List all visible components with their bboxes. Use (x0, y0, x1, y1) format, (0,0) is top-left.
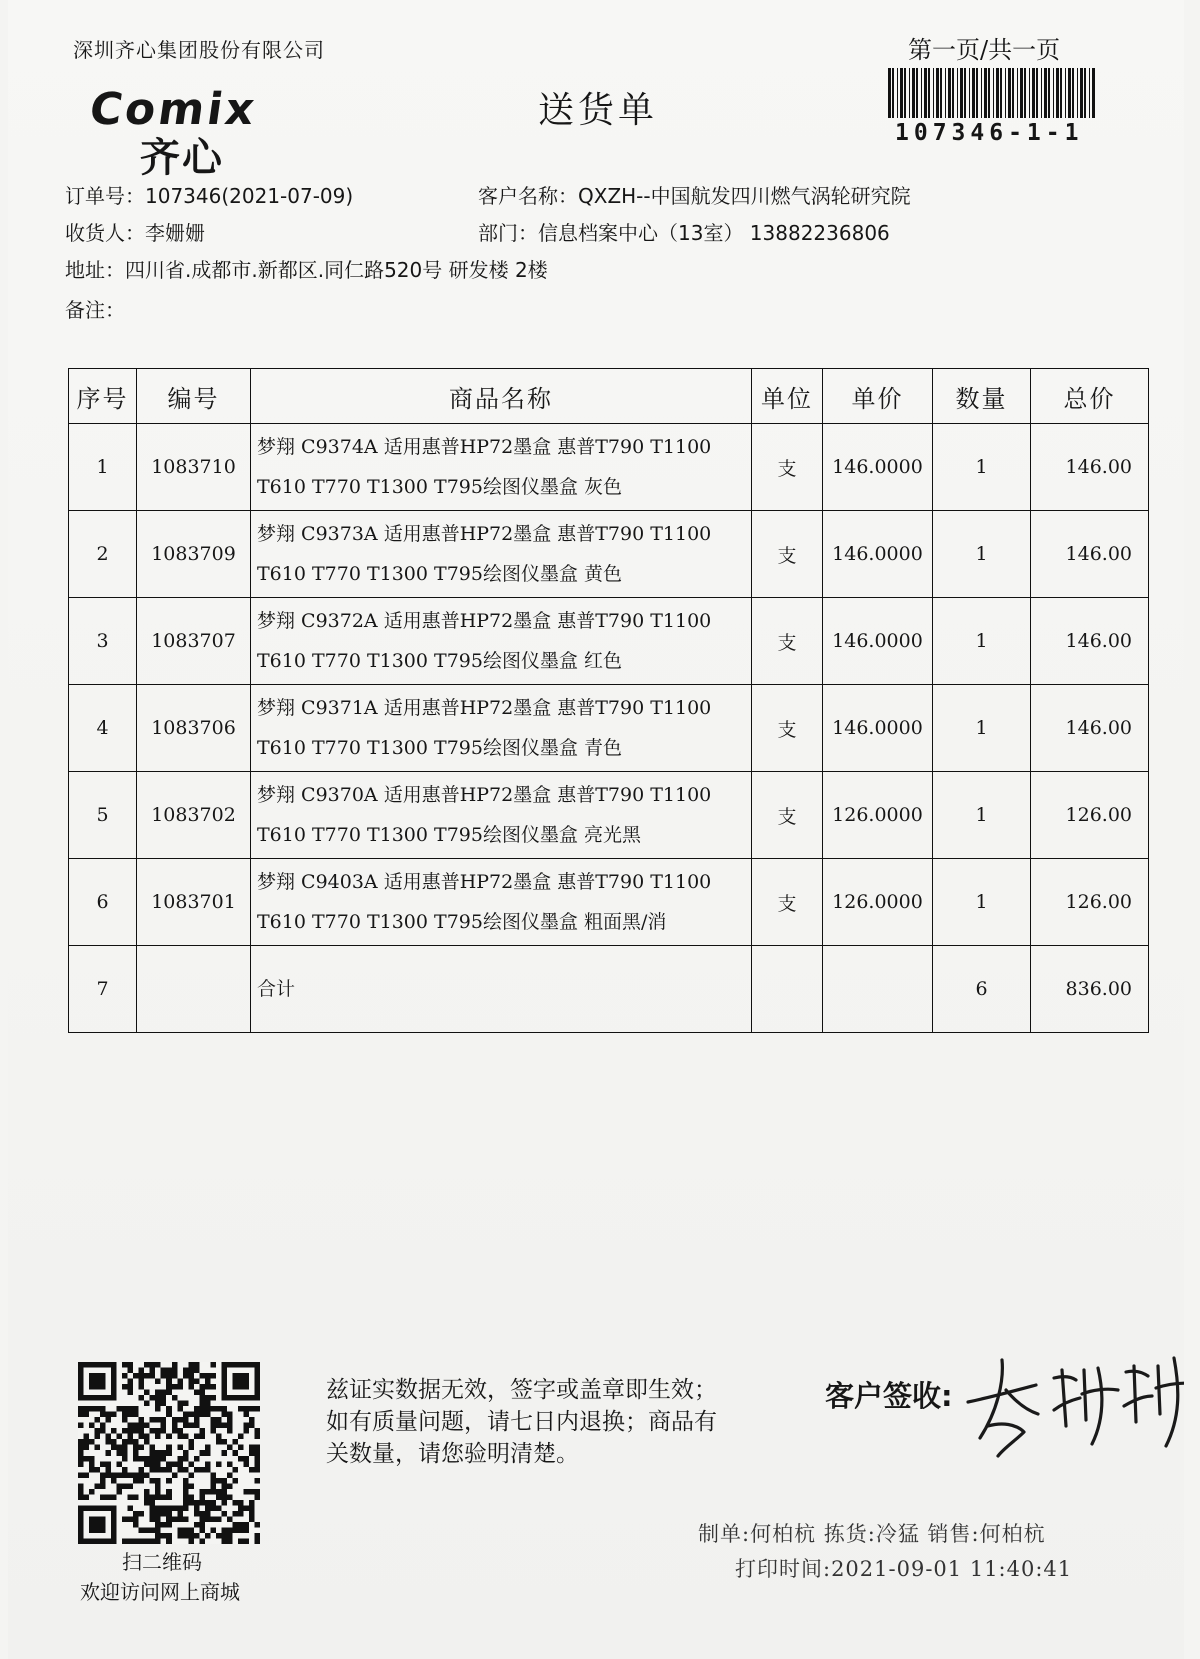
address: 地址：四川省.成都市.新都区.同仁路520号 研发楼 2楼 (65, 258, 548, 282)
customer-name: 客户名称：QXZH--中国航发四川燃气涡轮研究院 (478, 184, 911, 208)
handwritten-signature (958, 1340, 1184, 1460)
delivery-note-page (8, 0, 1184, 1659)
cell-price (822, 945, 933, 1033)
cell-price: 146.0000 (822, 510, 933, 598)
staff-line: 制单:何柏杭 拣货:冷猛 销售:何柏杭 (698, 1522, 1046, 1546)
qr-caption: 扫二维码 (122, 1550, 202, 1574)
cell-name: 梦翔 C9403A 适用惠普HP72墨盒 惠普T790 T1100 T610 T770 T1300 T795绘图仪墨盒 粗面黑/消 (250, 858, 752, 946)
cell-total: 126.00 (1030, 771, 1149, 859)
cell-total: 146.00 (1030, 684, 1149, 772)
cell-name: 梦翔 C9372A 适用惠普HP72墨盒 惠普T790 T1100 T610 T770 T1300 T795绘图仪墨盒 红色 (250, 597, 752, 685)
cell-code: 1083706 (136, 684, 251, 772)
header-seq: 序号 (68, 368, 137, 424)
notice-text: 兹证实数据无效，签字或盖章即生效；如有质量问题，请七日内退换；商品有关数量，请您验明清楚。 (326, 1377, 717, 1467)
cell-seq: 2 (68, 510, 137, 598)
cell-total: 146.00 (1030, 510, 1149, 598)
barcode-icon (888, 68, 1098, 118)
cell-price: 146.0000 (822, 423, 933, 511)
cell-seq: 5 (68, 771, 137, 859)
remark: 备注： (65, 298, 125, 322)
cell-name: 梦翔 C9374A 适用惠普HP72墨盒 惠普T790 T1100 T610 T770 T1300 T795绘图仪墨盒 灰色 (250, 423, 752, 511)
cell-price: 126.0000 (822, 858, 933, 946)
header-unit: 单位 (751, 368, 823, 424)
cell-code: 1083701 (136, 858, 251, 946)
qr-caption-mall: 欢迎访问网上商城 (80, 1580, 240, 1604)
cell-unit: 支 (751, 858, 823, 946)
cell-seq: 6 (68, 858, 137, 946)
cell-price: 146.0000 (822, 684, 933, 772)
cell-qty: 1 (932, 858, 1031, 946)
company-name: 深圳齐心集团股份有限公司 (73, 38, 325, 62)
cell-price: 126.0000 (822, 771, 933, 859)
barcode-number: 107346-1-1 (895, 120, 1084, 146)
customer-sign-label: 客户签收: (825, 1379, 953, 1413)
cell-name: 梦翔 C9371A 适用惠普HP72墨盒 惠普T790 T1100 T610 T770 T1300 T795绘图仪墨盒 青色 (250, 684, 752, 772)
cell-unit: 支 (751, 423, 823, 511)
goods-table (68, 368, 1148, 1046)
cell-code: 1083702 (136, 771, 251, 859)
cell-total: 146.00 (1030, 597, 1149, 685)
cell-code: 1083709 (136, 510, 251, 598)
cell-qty: 1 (932, 771, 1031, 859)
cell-code: 1083710 (136, 423, 251, 511)
receiver: 收货人：李姗姗 (65, 221, 205, 245)
header-total: 总价 (1030, 368, 1149, 424)
qr-code-icon (78, 1362, 260, 1544)
comix-logo: Comix (86, 84, 261, 135)
page-indicator: 第一页/共一页 (908, 36, 1061, 64)
cell-seq: 1 (68, 423, 137, 511)
cell-qty: 6 (932, 945, 1031, 1033)
cell-name: 合计 (250, 945, 752, 1033)
cell-unit (751, 945, 823, 1033)
cell-code (136, 945, 251, 1033)
cell-total: 146.00 (1030, 423, 1149, 511)
cell-seq: 7 (68, 945, 137, 1033)
cell-seq: 3 (68, 597, 137, 685)
cell-total: 126.00 (1030, 858, 1149, 946)
cell-qty: 1 (932, 684, 1031, 772)
header-code: 编号 (136, 368, 251, 424)
header-name: 商品名称 (250, 368, 752, 424)
document-title: 送货单 (538, 90, 659, 131)
cell-unit: 支 (751, 510, 823, 598)
cell-qty: 1 (932, 423, 1031, 511)
cell-name: 梦翔 C9370A 适用惠普HP72墨盒 惠普T790 T1100 T610 T770 T1300 T795绘图仪墨盒 亮光黑 (250, 771, 752, 859)
cell-seq: 4 (68, 684, 137, 772)
logo-chinese: 齐心 (140, 135, 224, 181)
header-price: 单价 (822, 368, 933, 424)
department: 部门：信息档案中心（13室） 13882236806 (478, 221, 890, 245)
cell-unit: 支 (751, 684, 823, 772)
print-time: 打印时间:2021-09-01 11:40:41 (735, 1557, 1073, 1581)
cell-unit: 支 (751, 771, 823, 859)
cell-unit: 支 (751, 597, 823, 685)
cell-qty: 1 (932, 597, 1031, 685)
cell-qty: 1 (932, 510, 1031, 598)
cell-total: 836.00 (1030, 945, 1149, 1033)
order-number: 订单号：107346(2021-07-09) (65, 184, 354, 208)
cell-code: 1083707 (136, 597, 251, 685)
header-qty: 数量 (932, 368, 1031, 424)
cell-name: 梦翔 C9373A 适用惠普HP72墨盒 惠普T790 T1100 T610 T770 T1300 T795绘图仪墨盒 黄色 (250, 510, 752, 598)
cell-price: 146.0000 (822, 597, 933, 685)
